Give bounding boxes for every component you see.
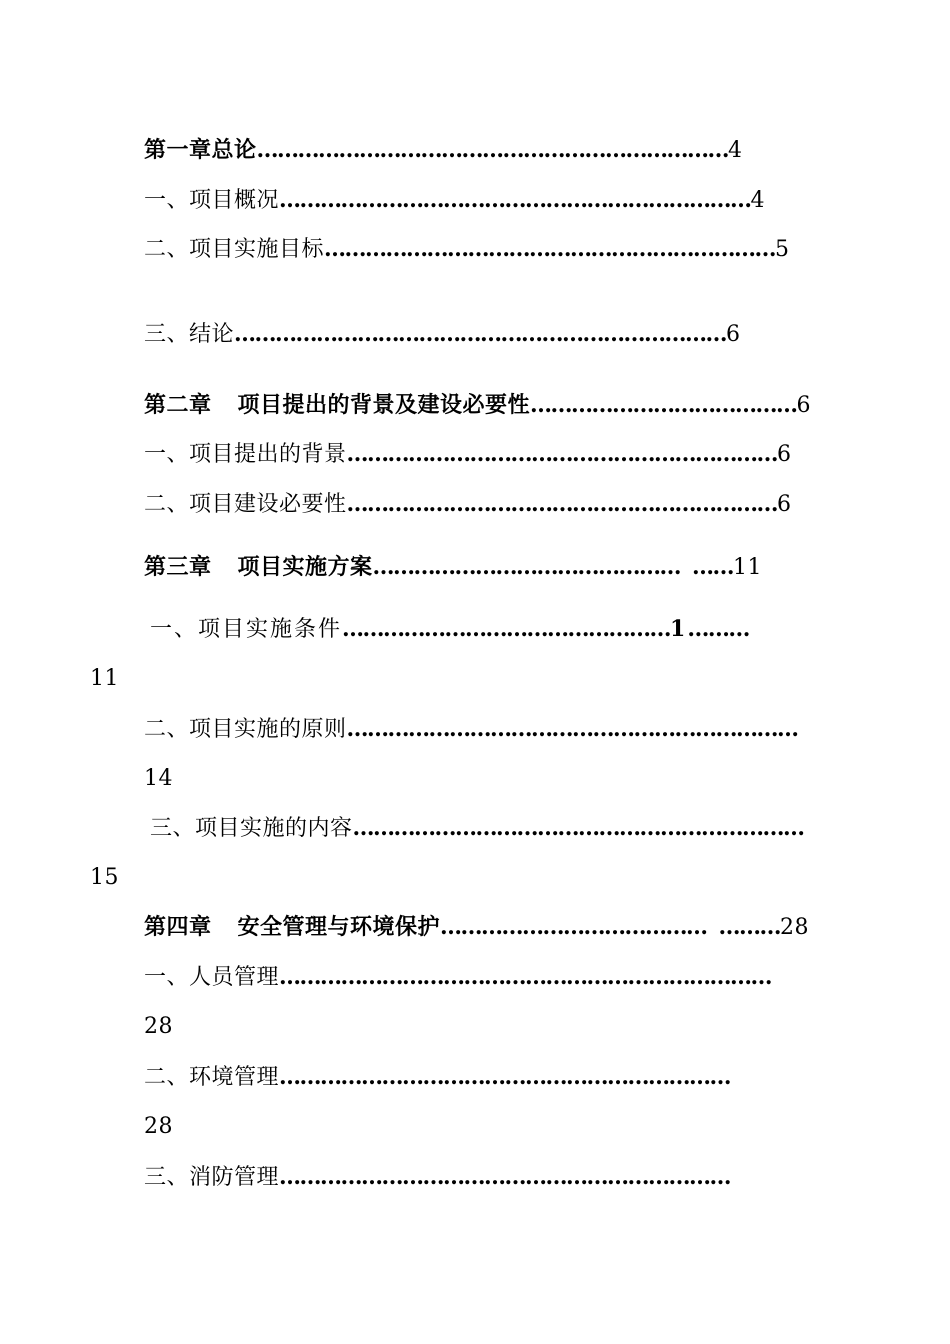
toc-section-2-1 [144, 439, 792, 470]
toc-title: 安全管理与环境保护 [237, 914, 441, 940]
toc-section-3-1 [150, 614, 749, 645]
toc-page-number: 6 [796, 393, 812, 418]
toc-section-1-3 [144, 319, 741, 350]
toc-chapter-number: 第二章 [144, 392, 212, 418]
toc-leader: ……………………………………………………………… [234, 321, 727, 347]
toc-section-4-1 [144, 962, 771, 993]
toc-section-4-1-page [144, 1012, 173, 1042]
toc-section-3-3-page [90, 863, 119, 893]
toc-section-3-1-page [90, 664, 119, 694]
toc-chapter-3 [144, 552, 762, 583]
toc-page-number: 5 [775, 237, 790, 262]
toc-title: 一、项目实施条件 [150, 617, 343, 642]
toc-section-4-2 [144, 1062, 730, 1093]
toc-section-3-3 [150, 813, 804, 844]
toc-title: 项目实施方案 [237, 554, 373, 580]
toc-leader: ……………………………………………………… [346, 441, 778, 467]
toc-section-2-2 [144, 489, 792, 520]
toc-title: 三、结论 [144, 322, 235, 347]
toc-leader-b: ……… [687, 616, 749, 642]
toc-title: 二、环境管理 [144, 1065, 280, 1090]
toc-title: 一、人员管理 [144, 965, 280, 990]
toc-section-4-3 [144, 1162, 730, 1193]
toc-page-number: 28 [144, 1014, 173, 1039]
toc-leader: ……………………………………………………… [346, 491, 778, 517]
toc-title: 三、消防管理 [144, 1165, 280, 1190]
toc-page-number: 6 [726, 322, 741, 347]
toc-title: 三、项目实施的内容 [150, 816, 353, 841]
toc-leader: ………………………………… [530, 392, 797, 418]
toc-leader: ……………………………………… [372, 554, 681, 580]
toc-title: 二、项目实施目标 [144, 237, 325, 262]
toc-leader: ……………………………………………………………… [279, 964, 772, 990]
toc-page-number: 6 [777, 442, 792, 467]
toc-page-number: 4 [728, 138, 743, 163]
toc-title: 一、项目概况 [144, 188, 280, 213]
toc-leader: …………………………………………………………… [256, 137, 729, 163]
toc-page-number: 4 [750, 188, 766, 213]
toc-page-number: 11 [733, 555, 763, 580]
toc-section-3-2 [144, 714, 798, 745]
toc-title: 二、项目建设必要性 [144, 492, 347, 517]
toc-page-number: 14 [144, 766, 173, 791]
toc-chapter-number: 第三章 [144, 554, 212, 580]
toc-leader: ………………………………………… [342, 616, 671, 642]
toc-chapter-number: 第四章 [144, 914, 212, 940]
toc-leader-b: …… [692, 554, 734, 580]
toc-leader: ………………………………………………………… [279, 1164, 731, 1190]
toc-page-number: 28 [780, 915, 810, 940]
toc-section-3-2-page [144, 764, 173, 794]
toc-section-1-1 [144, 185, 765, 216]
toc-leader-mid: 1 [670, 616, 688, 642]
toc-title: 项目提出的背景及建设必要性 [237, 392, 531, 418]
toc-leader: …………………………………………………………… [279, 187, 751, 213]
toc-leader: ………………………………………………………… [346, 716, 798, 742]
toc-leader-b: ……… [718, 914, 781, 940]
toc-leader: ………………………………… [440, 914, 707, 940]
toc-leader: ………………………………………………………… [324, 236, 776, 262]
toc-title: 二、项目实施的原则 [144, 717, 347, 742]
toc-title: 一、项目提出的背景 [144, 442, 347, 467]
toc-chapter-1 [144, 135, 743, 166]
toc-page-number: 11 [90, 666, 119, 691]
toc-page-number: 28 [144, 1114, 173, 1139]
toc-leader: ………………………………………………………… [352, 815, 804, 841]
toc-chapter-4 [144, 912, 809, 943]
toc-section-4-2-page [144, 1112, 173, 1142]
toc-section-1-2 [144, 234, 790, 265]
toc-page-number: 6 [777, 492, 792, 517]
toc-leader: ………………………………………………………… [279, 1064, 731, 1090]
toc-page-number: 15 [90, 865, 119, 890]
toc-title: 第一章总论 [144, 137, 257, 163]
toc-chapter-2 [144, 390, 811, 421]
